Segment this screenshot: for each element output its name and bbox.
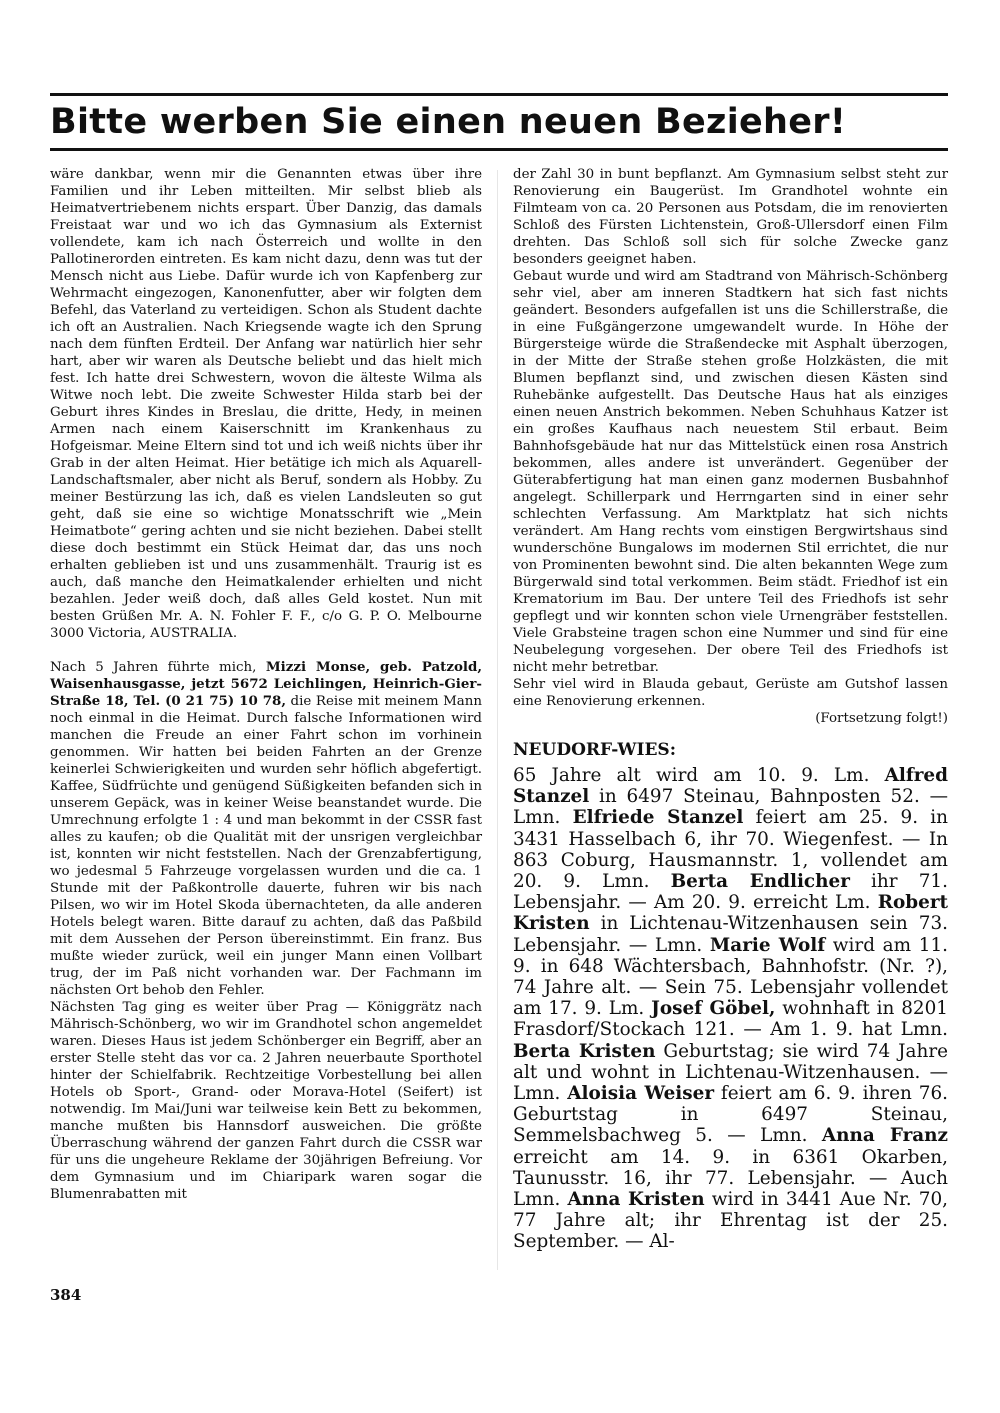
news-name: Robert Kristen — [513, 892, 948, 935]
news-name: Marie Wolf — [709, 934, 826, 956]
news-segment: erreicht am 14. 9. in 6361 Okarben, Taunusstr. 16, ihr 77. Lebensjahr. — Auch Lmn. — [513, 1146, 948, 1211]
news-name: Berta Endlicher — [670, 871, 850, 893]
news-name: Elfriede Stanzel — [572, 807, 744, 829]
birthday-news — [513, 765, 948, 1253]
news-segment: 65 Jahre alt wird am 10. 9. Lm. — [513, 765, 885, 786]
travel-report-continuation: Nächsten Tag ging es weiter über Prag — Königgrätz nach Mährisch-Schönberg, wo wir im Grandhotel schon angemeldet waren. Dieses Haus ist jedem Schönberger ein Begriff, aber an erster Stelle steht das vor ca. 2 Jahren neuerbaute Sporthotel hinter der Schielfabrik. Rechtzeitige Vorbestellung bei allen Hotels ob Sport-, Grand- oder Morava-Hotel (Seifert) ist notwendig. Im Mai/Juni war teilweise kein Bett zu bekommen, manche mußten bis Hannsdorf ausweichen. Die größte Überraschung während der ganzen Fahrt durch die CSSR war für uns die ungeheure Reklame der 30jährigen Befreiung. Vor dem Gymnasium und im Chiaripark waren sogar die Blumenrabatten mit — [50, 1000, 482, 1202]
news-name: Alfred Stanzel — [513, 765, 948, 808]
continued-note: (Fortsetzung folgt!) — [815, 711, 948, 726]
news-name: Aloisia Weiser — [567, 1083, 715, 1105]
news-segment: feiert am 6. 9. ihren 76. Geburtstag in 6497 Steinau, Semmelsbachweg 5. — Lmn. — [513, 1083, 948, 1147]
page-number: 384 — [50, 1286, 82, 1304]
news-segment: ihr 71. Lebensjahr. — Am 20. 9. erreicht Lm. — [513, 871, 948, 914]
letter-paragraph: wäre dankbar, wenn mir die Genannten etwas über ihre Familien und ihr Leben mitteilten. Mir selbst blieb als Heimatvertriebenem nichts erspart. Über Danzig, das damals Freistaat war und wo ich das Gymnasium als Externist vollendete, kam ich nach Österreich und wollte in den Pallotinerorden eintreten. Es kam nicht dazu, denn was tut der Mensch nicht aus Liebe. Dafür wurde ich von Kapfenberg zur Wehrmacht eingezogen, Kanonenfutter, aber wir folgten dem Befehl, das Vaterland zu verteidigen. Schon als Student dachte ich oft an Australien. Nach Kriegsende wagte ich den Sprung nach dem fünften Erdteil. Der Anfang war natürlich hier sehr hart, aber wir waren als Deutsche beliebt und das hielt mich fest. Ich hatte drei Schwestern, wovon die älteste Wilma als Witwe noch lebt. Die zweite Schwester Hilda starb bei der Geburt ihres Kindes in Breslau, die dritte, Hedy, in meinen Armen nach einem Kaiserschnitt im Krankenhaus zu Hofgeismar. Meine Eltern sind tot und ich weiß nichts über ihr Grab in der alten Heimat. Hier betätige ich mich als Aquarell-Landschaftsmaler, aber nicht als Beruf, sondern als Hobby. Zu meiner Bestürzung las ich, daß es vielen Landsleuten so gut geht, daß sie eine so wichtige Monatsschrift wie „Mein Heimatbote“ gering achten und sie nicht beziehen. Dabei stellt diese doch bestimmt ein Stück Heimat dar, das uns noch erhalten geblieben ist und uns zusammenhält. Traurig ist es auch, daß manche den Heimatkalender erhielten und nicht bezahlen. Jeder weiß doch, daß alles Geld kostet. Nun mit besten Grüßen Mr. A. N. Fohler F. F., c/o G. P. O. Melbourne 3000 Victoria, AUSTRALIA. — [50, 167, 482, 641]
news-segment: wohnhaft in 8201 Frasdorf/Stockach 121. — Am 1. 9. hat Lmn. — [513, 998, 949, 1041]
right-paragraph-1: der Zahl 30 in bunt bepflanzt. Am Gymnasium selbst steht zur Renovierung ein Baugerüst. Im Grandhotel wohnte ein Filmteam von ca. 20 Personen aus Potsdam, die im renovierten Schloß des Fürsten Lichtenstein, Groß-Ullersdorf einen Film drehten. Das Schloß soll sich für solche Zwecke ganz besonders geeignet haben. — [513, 167, 948, 267]
right-paragraph-2: Gebaut wurde und wird am Stadtrand von Mährisch-Schönberg sehr viel, aber am inneren Stadtkern hat sich fast nichts geändert. Besonders aufgefallen ist uns die Schillerstraße, die in eine Fußgängerzone umgewandelt wurde. In Höhe der Bürgersteige würde die Straßendecke mit Asphalt überzogen, in der Mitte der Straße stehen große Holzkästen, die mit Blumen bepflanzt sind, und zwischen diesen Kästen sind Ruhebänke aufgestellt. Das Deutsche Haus hat als einziges einen neuen Anstrich bekommen. Neben Schuhhaus Katzer ist ein großes Kaufhaus nach neuestem Stil erbaut. Beim Bahnhofsgebäude hat nur das Mittelstück einen rosa Anstrich bekommen, alles andere ist unverändert. Gegenüber der Güterabfertigung hat man einen ganz modernen Busbahnhof angelegt. Schillerpark und Herrngarten sind in einer sehr schlechten Verfassung. Am Marktplatz hat sich nichts verändert. Am Hang rechts vom einstigen Bergwirtshaus sind wunderschöne Bungalows im modernen Stil errichtet, die nur von Prominenten bewohnt sind. Die alten bekannten Wege zum Bürgerwald sind total verkommen. Beim städt. Friedhof ist ein Krematorium im Bau. Der untere Teil des Friedhofs ist sehr gepflegt und wir konnten schon viele Urnengräber feststellen. Viele Grabsteine tragen schon eine Nummer und sind für eine Neubelegung vorgesehen. Der obere Teil des Friedhofs ist nicht mehr betretbar. — [513, 269, 948, 675]
travel-report-paragraph — [50, 659, 482, 999]
travel-report-intro: Nach 5 Jahren führte mich, — [50, 660, 266, 675]
news-segment: Geburtstag; sie wird 74 Jahre alt und wohnt in Lichtenau-Witzenhausen. — Lmn. — [513, 1040, 948, 1105]
news-name: Josef Göbel, — [651, 998, 776, 1020]
author-address: Mizzi Monse, geb. Patzold, Waisenhausgasse, jetzt 5672 Leichlingen, Heinrich-Gier-Straße 18, Tel. (0 21 75) 10 78, — [50, 659, 483, 709]
travel-report-right — [513, 166, 948, 727]
news-segment: feiert am 25. 9. in 3431 Hasselbach 6, ihr 70. Wiegenfest. — In 863 Coburg, Hausmannstr. 1, vollendet am 20. 9. Lmn. — [513, 807, 949, 893]
banner-headline: Bitte werben Sie einen neuen Bezieher! — [50, 102, 847, 142]
news-segment: in Lichtenau-Witzenhausen sein 73. Lebensjahr. — Lmn. — [513, 913, 948, 956]
news-segment: wird in 3441 Aue Nr. 70, 77 Jahre alt; ihr Ehrentag ist der 25. September. — Al- — [513, 1189, 948, 1253]
birthday-news-text — [513, 765, 948, 1253]
left-column — [50, 166, 482, 1203]
travel-report-text: die Reise mit meinem Mann noch einmal in die Heimat. Durch falsche Informationen wird manchen die Freude an einer Fahrt schon im vorhinein genommen. Wir hatten bei beiden Fahrten an der Grenze keinerlei Schwierigkeiten und wurden sehr höflich abgefertigt. Kaffee, Südfrüchte und genügend Süßigkeiten befanden sich in unserem Gepäck, was in keiner Weise beanstandet wurde. Die Umrechnung erfolgte 1 : 4 und man bekommt in der CSSR fast alles zu kaufen; ob die Qualität mit der unsrigen vergleichbar ist, konnten wir nicht feststellen. Nach der Grenzabfertigung, wo jedesmal 5 Fahrzeuge vorgelassen wurden und die ca. 1 Stunde mit der Paßkontrolle dauerte, fuhren wir bis nach Pilsen, wo wir im Hotel Skoda übernachteten, da alle anderen Hotels belegt waren. Bitte darauf zu achten, daß das Paßbild mit dem Aussehen der Person übereinstimmt. Ein franz. Bus mußte wieder zurück, weil ein junger Mann einen Vollbart trug, der im Paß nicht vorhanden war. Der Fachmann im nächsten Ort behob den Fehler. — [50, 694, 483, 998]
news-segment: wird am 11. 9. in 648 Wächtersbach, Bahnhofstr. (Nr. ?), 74 Jahre alt. — Sein 75. Lebensjahr vollendet am 17. 9. Lm. — [513, 934, 948, 1020]
section-heading: NEUDORF-WIES: — [513, 740, 676, 760]
news-name: Anna Kristen — [567, 1189, 705, 1211]
right-column — [513, 166, 948, 1253]
right-paragraph-3: Sehr viel wird in Blauda gebaut, Gerüste am Gutshof lassen eine Renovierung erkennen. — [513, 677, 948, 709]
news-name: Berta Kristen — [513, 1040, 656, 1062]
column-divider — [497, 170, 498, 1270]
banner-bottom-rule — [50, 148, 948, 151]
news-segment: in 6497 Steinau, Bahnposten 52. — Lmn. — [513, 786, 948, 829]
news-name: Anna Franz — [821, 1125, 948, 1147]
paragraph-gap — [50, 642, 482, 659]
